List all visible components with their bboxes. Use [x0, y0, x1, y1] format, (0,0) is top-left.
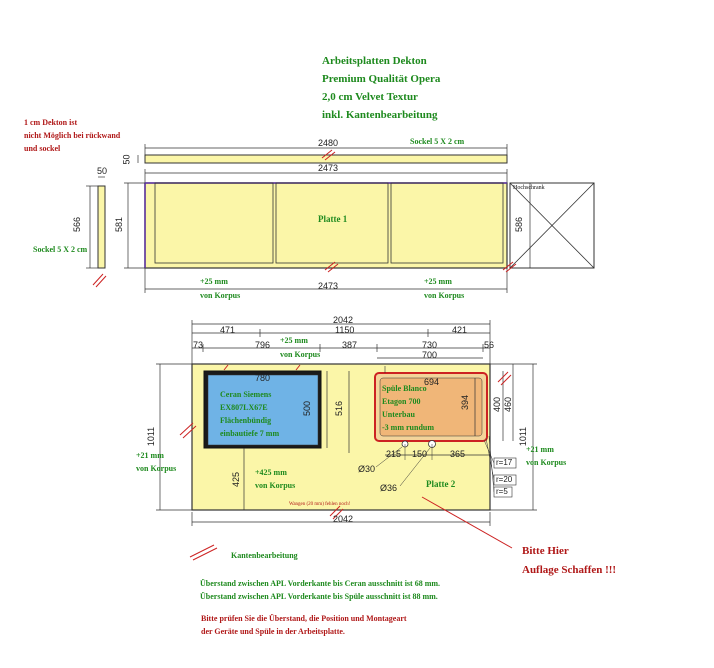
dim-500: 500 [302, 400, 313, 417]
over-left-bottom: +21 mm [136, 451, 164, 460]
cooktop-line-4: einbautiefe 7 mm [220, 429, 280, 438]
dim-780: 780 [255, 373, 271, 383]
dim-2473-top: 2473 [318, 163, 339, 173]
dim-460: 460 [503, 396, 514, 413]
dim-56: 56 [484, 340, 495, 350]
dim-471: 471 [220, 325, 236, 335]
dim-566: 566 [72, 216, 83, 233]
sink-line-1: Spüle Blanco [382, 384, 427, 393]
over-front-sub: von Korpus [255, 481, 296, 490]
dim-150: 150 [412, 449, 428, 459]
dim-o36: Ø36 [380, 483, 398, 493]
dim-1011-left: 1011 [146, 426, 157, 447]
note-left-2: nicht Möglich bei rückwand [24, 131, 121, 140]
header-line-4: inkl. Kantenbearbeitung [322, 109, 438, 121]
platte-1-panel [145, 183, 507, 268]
dim-387: 387 [342, 340, 358, 350]
cooktop-line-3: Flächenbündig [220, 416, 272, 425]
over-left-top: +25 mm [200, 277, 228, 286]
dim-796: 796 [255, 340, 271, 350]
dim-365: 365 [450, 449, 466, 459]
dim-2042-top: 2042 [333, 315, 354, 325]
platte-2-label: Platte 2 [426, 479, 456, 489]
dim-400: 400 [492, 396, 503, 413]
platte-1-label: Platte 1 [318, 214, 348, 224]
sink-line-3: Unterbau [382, 410, 415, 419]
radius-5: r=5 [496, 487, 508, 496]
note-left-3: und sockel [24, 144, 61, 153]
dim-394: 394 [460, 394, 471, 411]
header-line-2: Premium Qualität Opera [322, 73, 441, 85]
over-right-bottom-sub: von Korpus [526, 458, 567, 467]
dim-1011-right: 1011 [518, 426, 529, 447]
note-check-2: der Geräte und Spüle in der Arbeitsplatte. [201, 627, 345, 636]
dim-2480: 2480 [318, 138, 339, 148]
dim-73: 73 [193, 340, 204, 350]
over-left-top-sub: von Korpus [200, 291, 241, 300]
note-uberstand-1: Überstand zwischen APL Vorderkante bis Ceran ausschnitt ist 68 mm. [200, 579, 441, 588]
header-line-3: 2,0 cm Velvet Textur [322, 91, 418, 103]
over-right-bottom: +21 mm [526, 445, 554, 454]
side-sockel [98, 186, 105, 268]
dim-581: 581 [114, 216, 125, 233]
callout-line-1: Bitte Hier [522, 545, 569, 557]
sink-line-2: Etagon 700 [382, 397, 421, 406]
sink-line-4: -3 mm rundum [382, 423, 435, 432]
sockel-label-right: Sockel 5 X 2 cm [410, 137, 465, 146]
dim-700: 700 [422, 350, 438, 360]
dim-425: 425 [231, 471, 242, 488]
over-top-sub: von Korpus [280, 350, 321, 359]
dim-50-side: 50 [97, 166, 108, 176]
dim-2473-bottom: 2473 [318, 281, 339, 291]
over-right-top: +25 mm [424, 277, 452, 286]
dim-50-top: 50 [121, 154, 132, 165]
cooktop-line-2: EX807LX67E [220, 403, 268, 412]
note-check-1: Bitte prüfen Sie die Überstand, die Position und Montageart [201, 614, 407, 623]
dim-516: 516 [334, 400, 345, 417]
over-right-top-sub: von Korpus [424, 291, 465, 300]
cooktop-line-1: Ceran Siemens [220, 390, 272, 399]
side-sockel-label: Sockel 5 X 2 cm [33, 245, 88, 254]
over-top: +25 mm [280, 336, 308, 345]
wangen-note: Wangen (20 mm) fehlen noch! [289, 502, 351, 507]
dim-1150: 1150 [335, 325, 355, 335]
note-uberstand-2: Überstand zwischen APL Vorderkante bis Spüle ausschnitt ist 88 mm. [200, 592, 438, 601]
dim-421: 421 [452, 325, 468, 335]
callout-line-2: Auflage Schaffen !!! [522, 564, 617, 576]
note-left-1: 1 cm Dekton ist [24, 118, 78, 127]
dim-586: 586 [514, 216, 525, 233]
header-line-1: Arbeitsplatten Dekton [322, 55, 427, 67]
dim-215: 215 [386, 449, 402, 459]
over-left-bottom-sub: von Korpus [136, 464, 177, 473]
radius-20: r=20 [496, 475, 513, 484]
dim-694: 694 [424, 377, 440, 387]
radius-17: r=17 [496, 458, 513, 467]
dim-2042-bottom: 2042 [333, 514, 354, 524]
legend-kanten: Kantenbearbeitung [231, 551, 298, 560]
over-front: +425 mm [255, 468, 287, 477]
hochschrank-label: Hochschrank [513, 185, 545, 191]
dim-o30: Ø30 [358, 464, 376, 474]
dim-730: 730 [422, 340, 438, 350]
